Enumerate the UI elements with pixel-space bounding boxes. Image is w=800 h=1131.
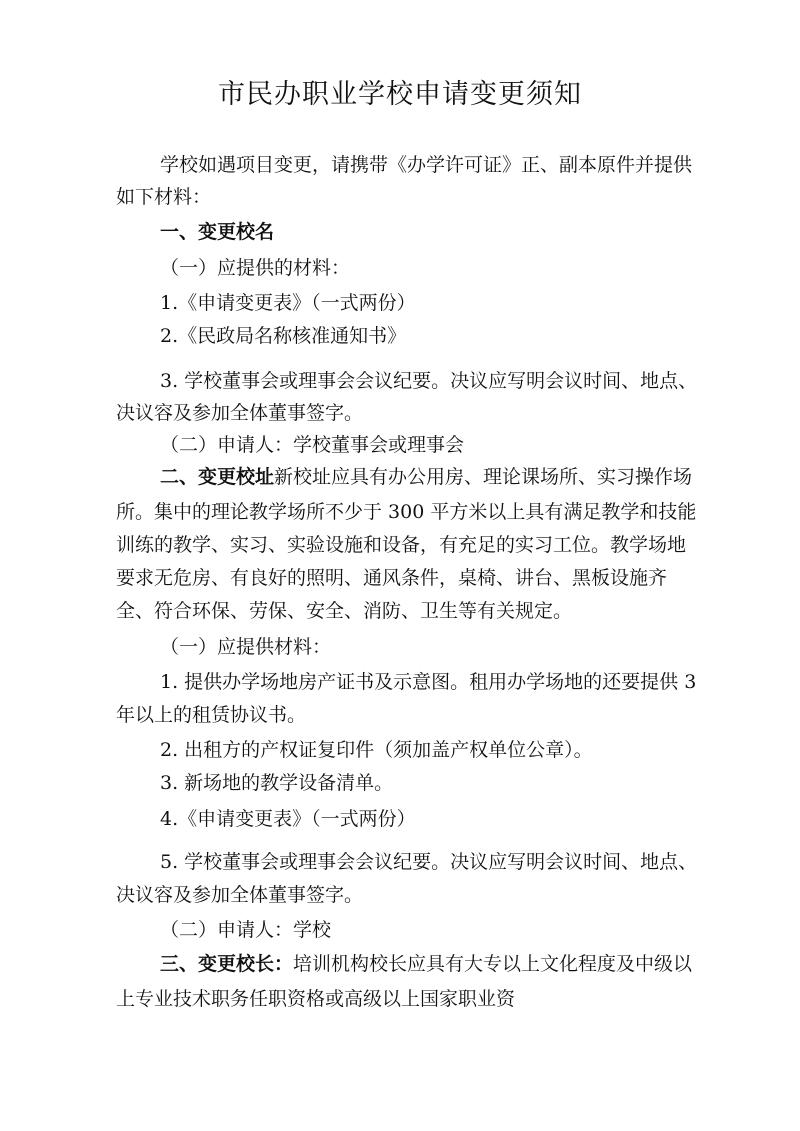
section3-first-line <box>160 951 692 977</box>
section2-text-line-5: 全、符合环保、劳保、安全、消防、卫生等有关规定。 <box>116 600 573 622</box>
section2-text-line-2: 所。集中的理论教学场所不少于 300 平方米以上具有满足教学和技能 <box>116 501 697 523</box>
section1-item-3-line-2: 决议容及参加全体董事签字。 <box>116 402 364 424</box>
section3-text-line-2: 上专业技术职务任职资格或高级以上国家职业资 <box>116 988 516 1010</box>
section2-item-3: 3. 新场地的教学设备清单。 <box>160 772 394 794</box>
section3-text-line-1: 培训机构校长应具有大专以上文化程度及中级以 <box>293 953 693 975</box>
section1-item-2: 2.《民政局名称核准通知书》 <box>160 325 407 347</box>
section1-sub-materials: （一）应提供的材料： <box>160 257 351 279</box>
section2-item-2: 2. 出租方的产权证复印件（须加盖产权单位公章）。 <box>160 739 593 761</box>
section1-sub-applicant: （二）申请人：学校董事会或理事会 <box>160 434 465 456</box>
section2-item-5-line-1: 5. 学校董事会或理事会会议纪要。决议应写明会议时间、地点、 <box>160 851 698 873</box>
section2-text-line-3: 训练的教学、实习、实验设施和设备，有充足的实习工位。教学场地 <box>116 534 687 556</box>
page-title: 市民办职业学校申请变更须知 <box>218 79 582 110</box>
section2-item-1-line-2: 年以上的租赁协议书。 <box>116 704 307 726</box>
section1-item-3-line-1: 3. 学校董事会或理事会会议纪要。决议应写明会议时间、地点、 <box>160 370 698 392</box>
section1-heading: 一、变更校名 <box>160 221 275 243</box>
section3-heading: 三、变更校长： <box>160 953 294 975</box>
intro-line-2: 如下材料： <box>116 186 212 208</box>
section2-text-line-4: 要求无危房、有良好的照明、通风条件，桌椅、讲台、黑板设施齐 <box>116 567 668 589</box>
section2-heading: 二、变更校址 <box>160 466 275 488</box>
section2-first-line <box>160 464 692 490</box>
section2-item-4: 4.《申请变更表》（一式两份） <box>160 808 416 830</box>
intro-line-1: 学校如遇项目变更，请携带《办学许可证》正、副本原件并提供 <box>160 154 693 176</box>
section2-sub-materials: （一）应提供材料： <box>160 636 332 658</box>
section1-item-1: 1.《申请变更表》（一式两份） <box>160 292 416 314</box>
section2-text-line-1: 新校址应具有办公用房、理论课场所、实习操作场 <box>274 466 693 488</box>
section2-item-5-line-2: 决议容及参加全体董事签字。 <box>116 884 364 906</box>
section2-item-1-line-1: 1. 提供办学场地房产证书及示意图。租用办学场地的还要提供 3 <box>160 671 697 693</box>
section2-sub-applicant: （二）申请人：学校 <box>160 919 332 941</box>
